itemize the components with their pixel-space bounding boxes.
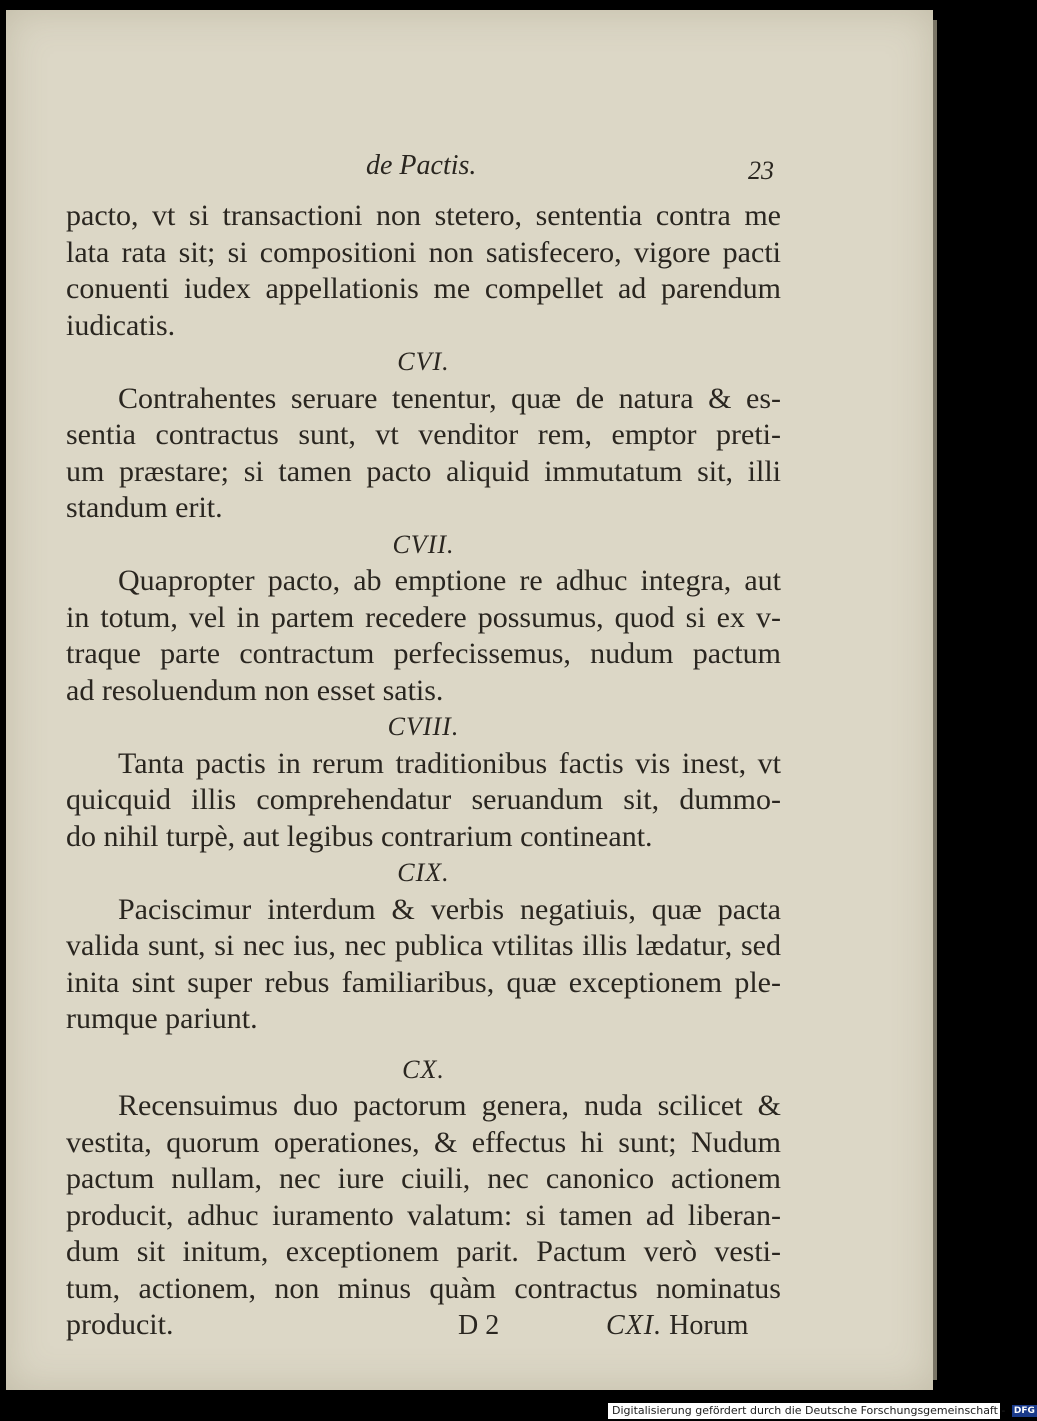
book-page: [6, 10, 933, 1390]
text-line: rumque pariunt.: [66, 1002, 258, 1035]
text-line: producit.: [66, 1308, 174, 1341]
section-heading: CX.: [402, 1054, 445, 1084]
running-title: de Pactis.: [366, 150, 477, 181]
signature-mark: D 2: [458, 1310, 500, 1341]
paragraph-cix: [66, 892, 781, 1038]
text-line: conuenti iudex appellationis me compellet ad parendum: [66, 272, 781, 305]
catchword-numeral: CXI.: [606, 1310, 663, 1341]
section-heading: CIX.: [397, 858, 450, 887]
paragraph-continuation: [66, 198, 781, 344]
text-line: iudicatis.: [66, 308, 176, 342]
text-line: lata rata sit; si compositioni non satisfecero, vigore pacti: [66, 235, 781, 269]
page-footer: [6, 1310, 933, 1350]
text-line: pactum nullam, nec iure ciuili, nec canonico actionem: [66, 1162, 781, 1195]
running-head: [6, 150, 933, 190]
page-edge: [933, 20, 937, 1380]
text-line: Quapropter pacto, ab emptione re adhuc integra, aut: [118, 564, 781, 597]
text-line: Paciscimur interdum & verbis negatiuis, quæ pacta: [118, 892, 781, 926]
text-line: valida sunt, si nec ius, nec publica vtilitas illis lædatur, sed: [66, 929, 781, 962]
catchword-word: Horum: [669, 1310, 749, 1341]
text-line: tum, actionem, non minus quàm contractus nominatus: [66, 1271, 781, 1305]
paragraph-cvii: [66, 563, 781, 709]
text-line: Contrahentes seruare tenentur, quæ de natura & es-: [118, 381, 781, 415]
text-line: Recensuimus duo pactorum genera, nuda scilicet &: [118, 1089, 781, 1122]
section-heading: CVIII.: [387, 712, 460, 741]
text-line: um præstare; si tamen pacto aliquid immutatum sit, illi: [66, 454, 781, 488]
digitization-credit: [608, 1403, 1035, 1419]
paragraph-cx: [66, 1088, 781, 1344]
credit-text: Digitalisierung gefördert durch die Deutsche Forschungsgemeinschaft -: [612, 1404, 1006, 1417]
text-line: producit, adhuc iuramento valatum: si tamen ad liberan-: [66, 1198, 781, 1232]
text-line: pacto, vt si transactioni non stetero, sententia contra me: [66, 199, 781, 232]
body-text: [66, 198, 781, 1344]
text-line: vestita, quorum operationes, & effectus hi sunt; Nudum: [66, 1125, 781, 1159]
catchword: [606, 1310, 748, 1342]
paragraph-cviii: [66, 746, 781, 856]
text-line: traque parte contractum perfecissemus, nudum pactum: [66, 637, 781, 670]
text-line: sentia contractus sunt, vt venditor rem, emptor preti-: [66, 418, 781, 451]
text-line: dum sit initum, exceptionem parit. Pactum verò vesti-: [66, 1235, 781, 1268]
text-line: inita sint super rebus familiaribus, quæ exceptionem ple-: [66, 965, 781, 999]
dfg-logo: DFG: [1013, 1406, 1035, 1416]
text-line: quicquid illis comprehendatur seruandum sit, dummo-: [66, 783, 781, 816]
text-line: standum erit.: [66, 491, 223, 524]
text-line: Tanta pactis in rerum traditionibus factis vis inest, vt: [118, 746, 781, 780]
text-line: do nihil turpè, aut legibus contrarium contineant.: [66, 819, 653, 853]
text-line: in totum, vel in partem recedere possumus, quod si ex v-: [66, 600, 781, 634]
section-heading: CVII.: [392, 529, 455, 559]
paragraph-cvi: [66, 381, 781, 527]
section-heading: CVI.: [397, 347, 450, 376]
page-number: 23: [748, 156, 774, 185]
text-line: ad resoluendum non esset satis.: [66, 673, 444, 707]
